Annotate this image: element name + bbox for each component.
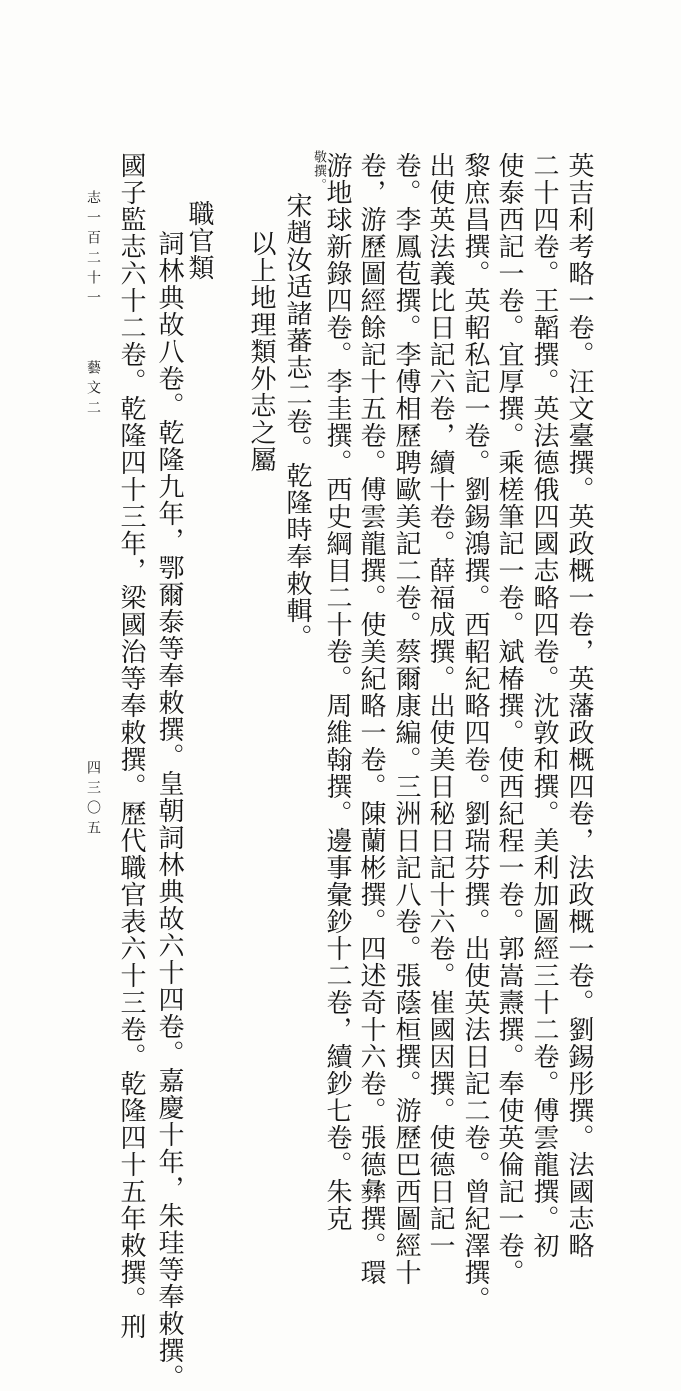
text-column-9: 敬撰。 xyxy=(311,150,326,192)
text-column-3: 使泰西記一卷。宜厚撰。乘槎筆記一卷。斌椿撰。使西紀程一卷。郭嵩燾撰。奉使英倫記一卷。 xyxy=(494,152,524,1286)
text-column-5: 出使英法義比日記六卷，續十卷。薛福成撰。出使美日秘日記十六卷。崔國因撰。使德日記一 xyxy=(425,152,455,1259)
section-summary: 以上地理類外志之屬 xyxy=(246,230,276,473)
text-column-2: 二十四卷。王韜撰。英法德俄四國志略四卷。沈敦和撰。美利加圖經三十二卷。傅雲龍撰。初 xyxy=(529,152,559,1259)
page-number: 四三〇五 xyxy=(85,760,101,840)
text-column-4: 黎庶昌撰。英軺私記一卷。劉錫鴻撰。西軺紀略四卷。劉瑞芬撰。出使英法日記二卷。曾紀澤撰。 xyxy=(460,152,490,1313)
text-column-1: 英吉利考略一卷。汪文臺撰。英政概一卷，英藩政概四卷，法政概一卷。劉錫彤撰。法國志略 xyxy=(564,152,594,1259)
text-column-8: 游地球新錄四卷。李圭撰。西史綱目二十卷。周維翰撰。邊事彙鈔十二卷，續鈔七卷。朱克 xyxy=(322,152,352,1232)
text-column-14: 國子監志六十二卷。乾隆四十三年，梁國治等奉敕撰。歷代職官表六十三卷。乾隆四十五年敕撰。刑 xyxy=(116,152,146,1340)
text-column-7: 卷，游歷圖經餘記十五卷。傅雲龍撰。使美紀略一卷。陳蘭彬撰。四述奇十六卷。張德彝撰。環 xyxy=(356,152,386,1286)
text-column-10: 宋趙汝适諸蕃志二卷。乾隆時奉敕輯。 xyxy=(282,192,312,651)
text-column-6: 卷。李鳳苞撰。李傅相歷聘歐美記二卷。蔡爾康編。三洲日記八卷。張蔭桓撰。游歷巴西圖經十 xyxy=(391,152,421,1286)
category-heading: 職官類 xyxy=(184,200,214,281)
text-column-13: 詞林典故八卷。乾隆九年，鄂爾泰等奉敕撰。皇朝詞林典故六十四卷。嘉慶十年，朱珪等奉敕撰。 xyxy=(154,230,184,1391)
volume-label: 志一百二十一 xyxy=(85,190,101,310)
chapter-label: 藝文二 xyxy=(85,360,101,420)
